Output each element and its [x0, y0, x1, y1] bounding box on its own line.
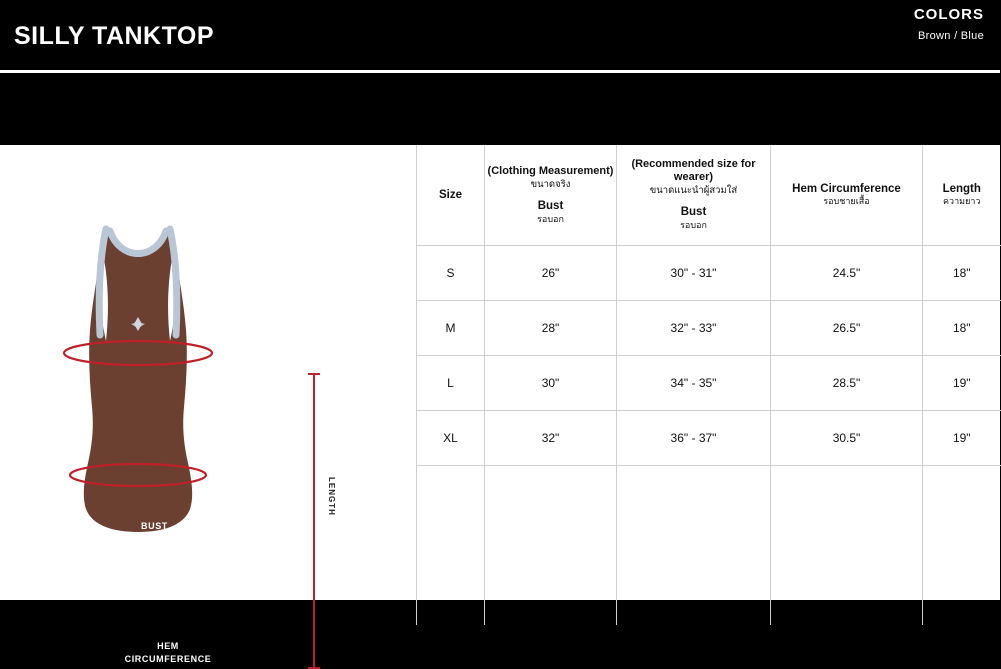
cell-hem-circumference: 24.5": [771, 245, 923, 300]
bust-measure-label: BUST: [141, 521, 168, 531]
cell-hem-circumference: 26.5": [771, 300, 923, 355]
column-header-clothing-sub-en: Bust: [537, 199, 564, 212]
cell-size: L: [417, 355, 485, 410]
filler-cell: [485, 465, 617, 625]
cell-length: 19": [923, 410, 1001, 465]
cell-clothing-bust: 26": [485, 245, 617, 300]
cell-hem-circumference: 30.5": [771, 410, 923, 465]
table-row: [417, 355, 1001, 410]
column-header-hem-en: Hem Circumference: [792, 182, 901, 195]
column-header-recommended-sub-en: Bust: [680, 206, 707, 219]
length-cap-top: [308, 373, 320, 375]
cell-recommended-bust: 30" - 31": [617, 245, 771, 300]
cell-length: 19": [923, 355, 1001, 410]
table-filler-row: [417, 465, 1001, 625]
table-header-row: [417, 145, 1001, 245]
column-header-recommended-th: ขนาดแนะนำผู้สวมใส่: [649, 185, 738, 197]
table-row: [417, 300, 1001, 355]
colors-block: [914, 6, 984, 42]
black-band: [0, 73, 1000, 145]
page-title: SILLY TANKTOP: [14, 22, 215, 50]
header-bar: [0, 0, 1000, 70]
column-header-recommended-en: (Recommended size for wearer): [631, 158, 756, 184]
cell-recommended-bust: 32" - 33": [617, 300, 771, 355]
column-header-clothing-bust: [485, 145, 617, 245]
cell-length: 18": [923, 245, 1001, 300]
table-row: [417, 410, 1001, 465]
cell-size: S: [417, 245, 485, 300]
column-header-length-th: ความยาว: [943, 195, 981, 206]
cell-clothing-bust: 30": [485, 355, 617, 410]
tanktop-diagram-icon: [0, 145, 416, 600]
column-header-clothing-th: ขนาดจริง: [530, 178, 571, 190]
filler-cell: [771, 465, 923, 625]
column-header-hem-th: รอบชายเสื้อ: [823, 195, 870, 206]
garment-illustration: [0, 145, 416, 664]
column-header-size: [417, 145, 485, 245]
column-header-recommended-sub-th: รอบอก: [680, 220, 707, 231]
column-header-clothing-en: (Clothing Measurement): [487, 164, 614, 177]
colors-label: COLORS: [913, 6, 984, 23]
length-measure-line: [313, 373, 315, 669]
cell-size: XL: [417, 410, 485, 465]
cell-clothing-bust: 32": [485, 410, 617, 465]
cell-recommended-bust: 36" - 37": [617, 410, 771, 465]
size-chart-table: [416, 145, 1001, 625]
column-header-length-en: Length: [942, 182, 981, 195]
hem-measure-label-line2: CIRCUMFERENCE: [124, 654, 212, 664]
filler-cell: [417, 465, 485, 625]
cell-hem-circumference: 28.5": [771, 355, 923, 410]
column-header-hem: [771, 145, 923, 245]
cell-clothing-bust: 28": [485, 300, 617, 355]
column-header-length: [923, 145, 1001, 245]
cell-recommended-bust: 34" - 35": [617, 355, 771, 410]
colors-value: Brown / Blue: [918, 30, 984, 42]
hem-measure-label-line1: HEM: [157, 641, 179, 651]
filler-cell: [617, 465, 771, 625]
table-row: [417, 245, 1001, 300]
hem-measure-label: [120, 640, 216, 666]
column-header-size-label: Size: [438, 188, 462, 201]
cell-length: 18": [923, 300, 1001, 355]
column-header-recommended-bust: [617, 145, 771, 245]
length-measure-label: LENGTH: [327, 477, 336, 516]
cell-size: M: [417, 300, 485, 355]
filler-cell: [923, 465, 1001, 625]
column-header-clothing-sub-th: รอบอก: [537, 213, 564, 224]
